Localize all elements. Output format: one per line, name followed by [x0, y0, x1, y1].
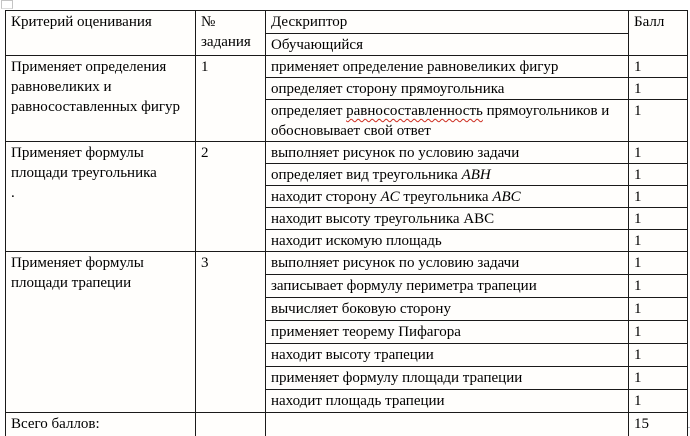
descriptor-text-pre: определяет	[271, 103, 347, 119]
score-value: 1	[634, 103, 642, 119]
table-header-row	[6, 11, 688, 34]
assessment-rubric-table	[5, 10, 688, 436]
task-number: 2	[201, 145, 209, 161]
score-value: 1	[634, 189, 642, 205]
score-value: 1	[634, 370, 642, 386]
header-score-label: Балл	[634, 14, 665, 30]
descriptor-text-mid: треугольника	[399, 189, 493, 205]
descriptor-cell	[266, 252, 629, 275]
score-value: 1	[634, 145, 642, 161]
criterion-text-extra: .	[11, 185, 15, 201]
task-number-cell	[196, 142, 266, 252]
descriptor-cell	[266, 344, 629, 367]
score-value: 1	[634, 81, 642, 97]
descriptor-text-pre: находит сторону	[271, 189, 381, 205]
math-label: ABH	[461, 167, 491, 183]
misspelled-word: равносоставленность	[346, 103, 483, 119]
score-cell	[629, 56, 688, 78]
descriptor-cell	[266, 142, 629, 164]
criterion-cell	[6, 252, 196, 413]
total-label: Всего баллов:	[11, 416, 100, 432]
criterion-text: Применяет определения равновеликих и равносоставленных фигур	[11, 59, 181, 115]
table-row	[6, 56, 688, 78]
header-descriptor-label: Дескриптор	[271, 14, 348, 30]
score-value: 1	[634, 324, 642, 340]
descriptor-text: выполняет рисунок по условию задачи	[271, 255, 520, 271]
total-descriptor-cell-empty	[266, 413, 629, 436]
header-criterion-cell	[6, 11, 196, 56]
table-row	[6, 252, 688, 275]
descriptor-cell	[266, 78, 629, 100]
score-cell	[629, 344, 688, 367]
table-select-handle-icon	[1, 0, 13, 9]
descriptor-cell	[266, 298, 629, 321]
descriptor-cell	[266, 56, 629, 78]
descriptor-text: применяет формулу площади трапеции	[271, 370, 523, 386]
descriptor-cell	[266, 367, 629, 390]
descriptor-text: применяет теорему Пифагора	[271, 324, 461, 340]
header-task-cell	[196, 11, 266, 56]
descriptor-text: находит площадь трапеции	[271, 393, 445, 409]
header-score-cell	[629, 11, 688, 56]
total-row	[6, 413, 688, 436]
descriptor-text-post: прямоугольников и обосновывает свой ответ	[271, 103, 610, 139]
task-number-cell	[196, 252, 266, 413]
header-student-label: Обучающийся	[271, 37, 363, 53]
score-cell	[629, 390, 688, 413]
descriptor-cell	[266, 321, 629, 344]
descriptor-cell	[266, 186, 629, 208]
header-descriptor-cell	[266, 11, 629, 34]
score-cell	[629, 298, 688, 321]
table-row	[6, 142, 688, 164]
descriptor-cell	[266, 208, 629, 230]
score-value: 1	[634, 167, 642, 183]
header-task-line1: №	[201, 14, 216, 30]
descriptor-text: находит высоту трапеции	[271, 347, 434, 363]
score-cell	[629, 142, 688, 164]
descriptor-text: записывает формулу периметра трапеции	[271, 278, 537, 294]
math-label: AC	[380, 189, 400, 205]
score-value: 1	[634, 301, 642, 317]
score-cell	[629, 164, 688, 186]
score-value: 1	[634, 59, 642, 75]
score-cell	[629, 78, 688, 100]
total-score-cell	[629, 413, 688, 436]
descriptor-cell	[266, 164, 629, 186]
score-cell	[629, 230, 688, 252]
header-task-line2: задания	[201, 34, 251, 50]
descriptor-cell	[266, 100, 629, 142]
descriptor-text: находит искомую площадь	[271, 233, 442, 249]
score-value: 1	[634, 255, 642, 271]
score-cell	[629, 100, 688, 142]
total-task-cell-empty	[196, 413, 266, 436]
score-cell	[629, 252, 688, 275]
score-cell	[629, 208, 688, 230]
score-value: 1	[634, 278, 642, 294]
descriptor-text: вычисляет боковую сторону	[271, 301, 451, 317]
descriptor-text: находит высоту треугольника АВС	[271, 211, 495, 227]
score-value: 1	[634, 211, 642, 227]
descriptor-text-pre: определяет вид треугольника	[271, 167, 462, 183]
descriptor-text: выполняет рисунок по условию задачи	[271, 145, 520, 161]
task-number-cell	[196, 56, 266, 142]
score-value: 1	[634, 233, 642, 249]
task-number: 1	[201, 59, 209, 75]
score-cell	[629, 275, 688, 298]
score-value: 1	[634, 347, 642, 363]
score-cell	[629, 367, 688, 390]
criterion-text: Применяет формулы площади треугольника	[11, 145, 157, 181]
criterion-cell	[6, 142, 196, 252]
header-criterion-label: Критерий оценивания	[11, 14, 152, 30]
criterion-text: Применяет формулы площади трапеции	[11, 255, 144, 291]
criterion-cell	[6, 56, 196, 142]
score-cell	[629, 321, 688, 344]
header-student-cell	[266, 34, 629, 56]
descriptor-text: определяет сторону прямоугольника	[271, 81, 505, 97]
total-label-cell	[6, 413, 196, 436]
total-score-value: 15	[634, 416, 649, 432]
descriptor-cell	[266, 275, 629, 298]
math-label: ABC	[492, 189, 521, 205]
score-value: 1	[634, 393, 642, 409]
descriptor-cell	[266, 390, 629, 413]
task-number: 3	[201, 255, 209, 271]
descriptor-text: применяет определение равновеликих фигур	[271, 59, 559, 75]
score-cell	[629, 186, 688, 208]
descriptor-cell	[266, 230, 629, 252]
